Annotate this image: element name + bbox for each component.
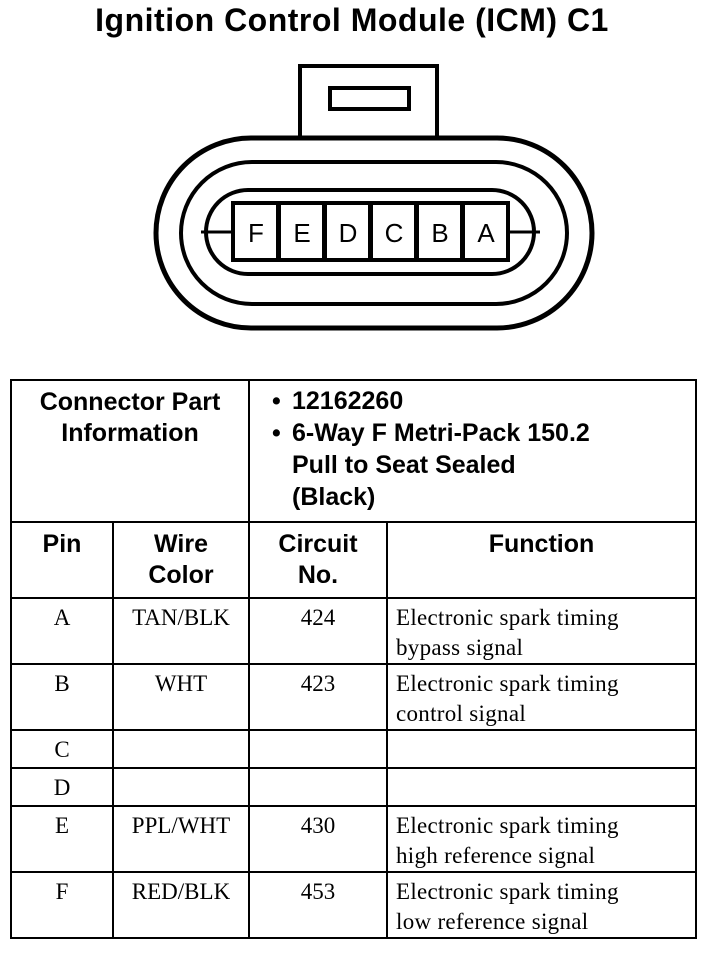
pin-cell: F — [11, 872, 113, 938]
table-row — [11, 598, 696, 664]
circuit-cell: 430 — [249, 806, 387, 872]
pin-cells — [233, 203, 508, 260]
pin-label: B — [431, 218, 449, 248]
wire-color-cell — [113, 768, 249, 806]
pin-cell: D — [11, 768, 113, 806]
part-info-row — [11, 380, 696, 522]
function-cell: Electronic spark timing bypass signal — [387, 598, 696, 664]
pin-cell: A — [11, 598, 113, 664]
col-circuit-no: Circuit No. — [249, 522, 387, 598]
circuit-cell — [249, 768, 387, 806]
circuit-cell — [249, 730, 387, 768]
pin-cell: E — [11, 806, 113, 872]
wire-color-cell: WHT — [113, 664, 249, 730]
function-cell: Electronic spark timing high reference signal — [387, 806, 696, 872]
table-row — [11, 730, 696, 768]
wire-color-cell: RED/BLK — [113, 872, 249, 938]
pin-label: A — [477, 218, 495, 248]
connector-table — [10, 379, 697, 939]
wire-color-cell: PPL/WHT — [113, 806, 249, 872]
wire-color-cell — [113, 730, 249, 768]
col-function: Function — [387, 522, 696, 598]
pin-label: C — [384, 218, 404, 248]
table-row — [11, 806, 696, 872]
function-cell — [387, 730, 696, 768]
pin-label: F — [248, 218, 264, 248]
table-row — [11, 664, 696, 730]
column-header-row — [11, 522, 696, 598]
part-info-label: Connector Part Information — [11, 380, 249, 522]
latch-slot — [330, 88, 409, 109]
circuit-cell: 424 — [249, 598, 387, 664]
pin-cell: C — [11, 730, 113, 768]
function-cell: Electronic spark timing low reference signal — [387, 872, 696, 938]
circuit-cell: 423 — [249, 664, 387, 730]
function-cell — [387, 768, 696, 806]
function-cell: Electronic spark timing control signal — [387, 664, 696, 730]
page-title: Ignition Control Module (ICM) C1 — [95, 2, 609, 38]
connector-diagram — [0, 50, 704, 340]
pin-label: D — [338, 218, 358, 248]
circuit-cell: 453 — [249, 872, 387, 938]
col-wire-color: Wire Color — [113, 522, 249, 598]
col-pin: Pin — [11, 522, 113, 598]
table-row — [11, 872, 696, 938]
table-row — [11, 768, 696, 806]
pin-cell: B — [11, 664, 113, 730]
part-number: • 12162260 — [292, 385, 695, 417]
part-info-details — [249, 380, 696, 522]
part-description: • 6-Way F Metri-Pack 150.2 Pull to Seat Sealed (Black) — [292, 417, 695, 513]
wire-color-cell: TAN/BLK — [113, 598, 249, 664]
pin-label: E — [293, 218, 311, 248]
